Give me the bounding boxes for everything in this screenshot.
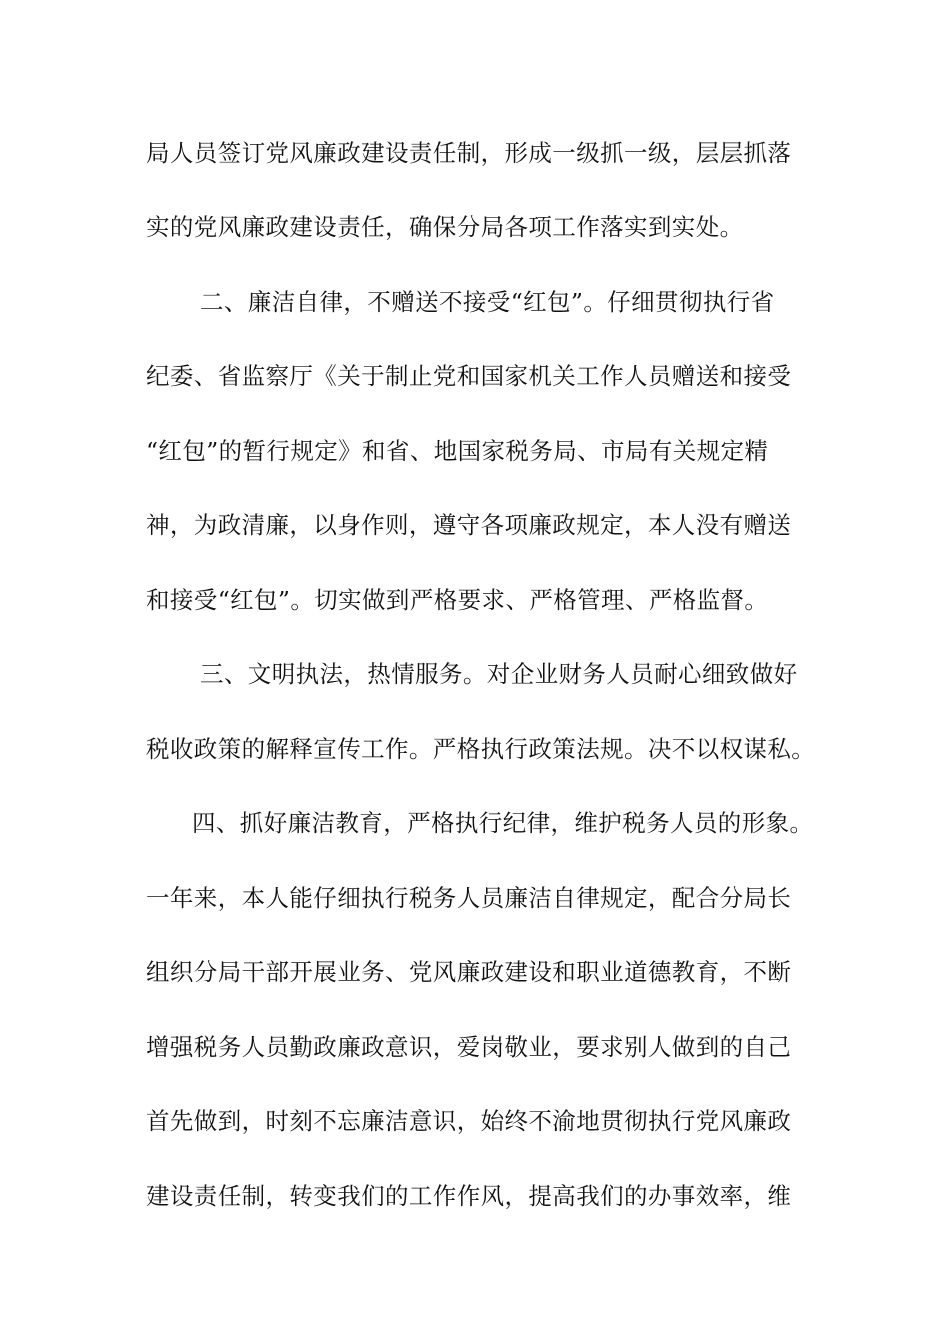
text-line: 纪委、省监察厅《关于制止党和国家机关工作人员赠送和接受 bbox=[146, 362, 792, 390]
text-line: “红包”的暂行规定》和省、地国家税务局、市局有关规定精 bbox=[146, 437, 769, 465]
paragraph-four-start: 四、抓好廉洁教育，严格执行纪律，维护税务人员的形象。 bbox=[192, 809, 814, 837]
text-line: 增强税务人员勤政廉政意识，爱岗敬业，要求别人做到的自己 bbox=[146, 1033, 792, 1061]
text-line: 一年来，本人能仔细执行税务人员廉洁自律规定，配合分局长 bbox=[146, 884, 792, 912]
text-line: 实的党风廉政建设责任，确保分局各项工作落实到实处。 bbox=[146, 213, 744, 241]
text-line: 税收政策的解释宣传工作。严格执行政策法规。决不以权谋私。 bbox=[146, 735, 816, 763]
paragraph-three-start: 三、文明执法，热情服务。对企业财务人员耐心细致做好 bbox=[200, 660, 798, 688]
paragraph-two-start: 二、廉洁自律，不赠送不接受“红包”。仔细贯彻执行省 bbox=[200, 288, 775, 316]
text-line: 建设责任制，转变我们的工作作风，提高我们的办事效率，维 bbox=[146, 1182, 792, 1210]
text-line: 首先做到，时刻不忘廉洁意识，始终不渝地贯彻执行党风廉政 bbox=[146, 1107, 792, 1135]
text-line: 局人员签订党风廉政建设责任制，形成一级抓一级，层层抓落 bbox=[146, 139, 792, 167]
text-line: 神，为政清廉，以身作则，遵守各项廉政规定，本人没有赠送 bbox=[146, 511, 792, 539]
text-line: 组织分局干部开展业务、党风廉政建设和职业道德教育，不断 bbox=[146, 958, 792, 986]
text-line: 和接受“红包”。切实做到严格要求、严格管理、严格监督。 bbox=[146, 586, 769, 614]
